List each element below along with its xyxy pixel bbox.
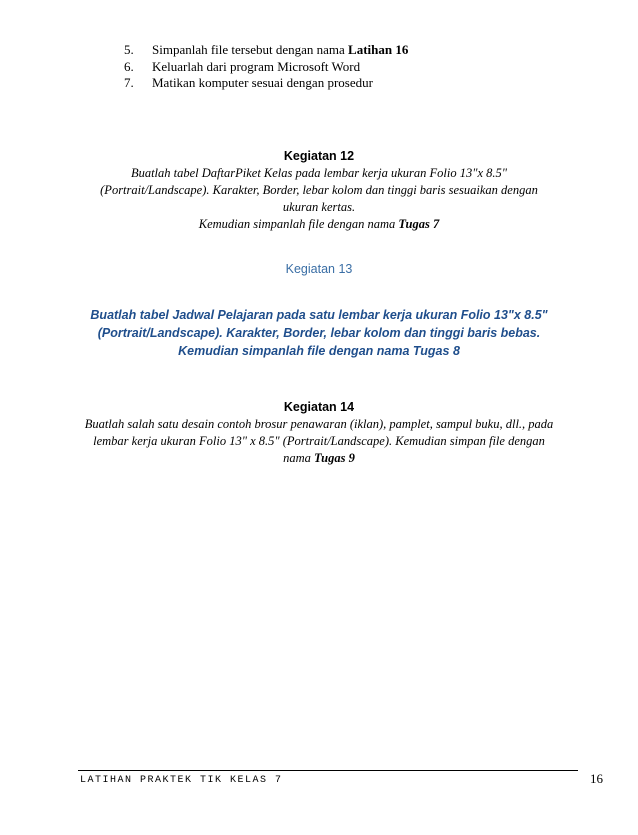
list-text: Simpanlah file tersebut dengan nama Latihan 16: [152, 42, 409, 57]
list-item: [124, 42, 408, 59]
page-number: 16: [590, 771, 603, 786]
footer-title: LATIHAN PRAKTEK TIK KELAS 7: [80, 775, 283, 786]
kegiatan13-heading: Kegiatan 13: [285, 262, 353, 276]
list-number: 5.: [124, 42, 134, 57]
list-text: Matikan komputer sesuai dengan prosedur: [152, 75, 373, 90]
list-text: Keluarlah dari program Microsoft Word: [152, 58, 361, 74]
kegiatan12-body: Buatlah tabel DaftarPiket Kelas pada lembar kerja ukuran Folio 13"x 8.5" (Portrait/Landscape). Karakter, Border, lebar kolom dan tinggi baris sesuaikan dengan ukuran kertas. Kemudian simpanlah file dengan nama Tugas 7: [100, 166, 538, 231]
footer-divider: [78, 770, 578, 771]
list-number: 6.: [124, 58, 134, 74]
kegiatan13-body: Buatlah tabel Jadwal Pelajaran pada satu lembar kerja ukuran Folio 13"x 8.5" (Portrait/Landscape). Karakter, Border, lebar kolom dan tinggi baris bebas. Kemudian simpanlah file dengan nama Tugas 8: [90, 308, 548, 358]
kegiatan14-heading: Kegiatan 14: [283, 400, 355, 414]
list-item: [124, 59, 408, 76]
kegiatan12-heading: Kegiatan 12: [283, 149, 355, 163]
list-item: [124, 75, 408, 92]
kegiatan14-body: Buatlah salah satu desain contoh brosur penawaran (iklan), pamplet, sampul buku, dll., pada lembar kerja ukuran Folio 13" x 8.5" (Portrait/Landscape). Kemudian simpan file dengan nama Tugas 9: [84, 417, 554, 465]
instruction-list: [124, 42, 408, 92]
list-number: 7.: [124, 75, 134, 90]
